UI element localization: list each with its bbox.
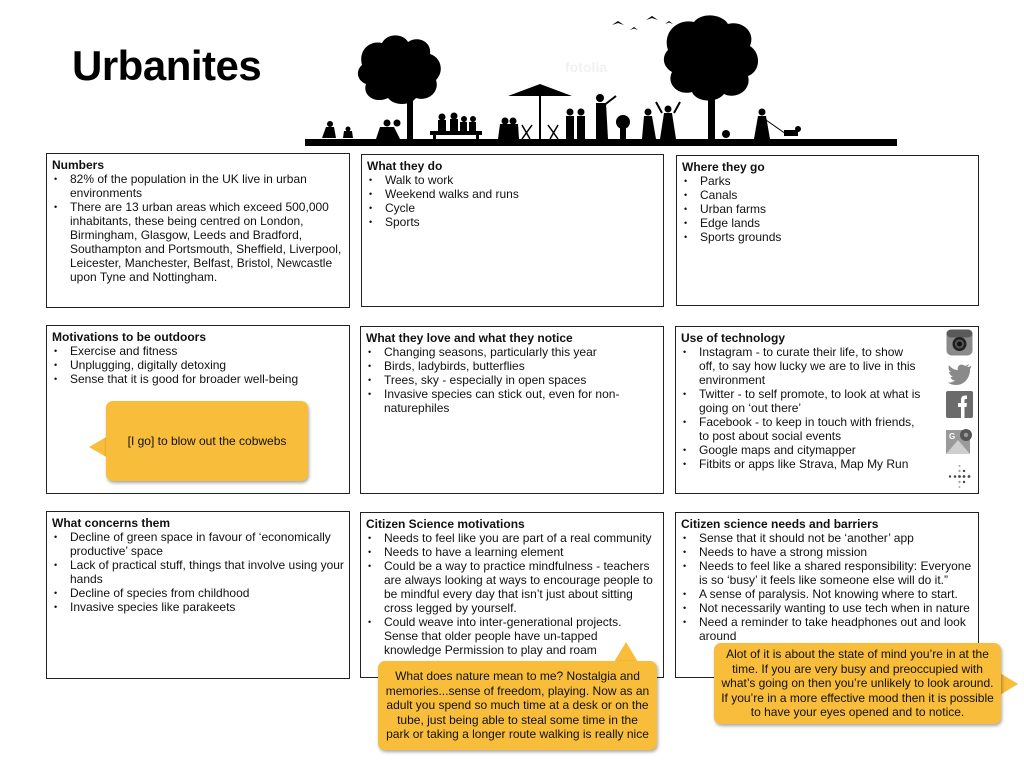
where-they-go-panel: [676, 155, 979, 306]
list-item: • Could weave into inter-generational projects. Sense that older people have un-tapped knowledge Permission to play and roam: [366, 615, 658, 657]
ground-line: [305, 139, 897, 146]
list-item: • Sports: [367, 215, 658, 229]
facebook-icon: [946, 391, 973, 418]
what-they-do-panel: [361, 154, 664, 307]
list-item: • Sense that it is good for broader well-being: [52, 372, 344, 386]
instagram-icon: [946, 329, 973, 356]
cobwebs-quote: [106, 401, 308, 481]
list-item: • Cycle: [367, 201, 658, 215]
list-item: • Parks: [682, 174, 973, 188]
list-item: • Canals: [682, 188, 973, 202]
list-item: • Need a reminder to take headphones out and look around: [681, 615, 973, 643]
list-item: • Instagram - to curate their life, to show off, to say how lucky we are to live in this environment: [681, 345, 921, 387]
what-they-do-heading: What they do: [367, 159, 443, 173]
list-item: • Lack of practical stuff, things that involve using your hands: [52, 558, 344, 586]
list-item: • Twitter - to self promote, to look at what is going on ‘out there’: [681, 387, 921, 415]
list-item: • 82% of the population in the UK live in urban environments: [52, 172, 344, 200]
list-item: • Walk to work: [367, 173, 658, 187]
cs-needs-heading: Citizen science needs and barriers: [681, 517, 879, 531]
list-item: • Decline of green space in favour of ‘economically productive’ space: [52, 530, 344, 558]
list-item: • Sense that it should not be ‘another’ app: [681, 531, 973, 545]
nature-quote-text: What does nature mean to me? Nostalgia and memories...sense of freedom, playing. Now as an adult you spend so much time at a desk or on the tube, just being able to steal some time in the park or taking a longer route walking is really nice: [385, 669, 650, 742]
svg-text:G: G: [949, 432, 956, 441]
list-item: • Sports grounds: [682, 230, 973, 244]
state-of-mind-quote-tail: [1000, 673, 1018, 695]
love-notice-panel: [360, 326, 664, 494]
list-item: • Needs to feel like you are part of a real community: [366, 531, 658, 545]
list-item: • Unplugging, digitally detoxing: [52, 358, 344, 372]
list-item: • Decline of species from childhood: [52, 586, 344, 600]
state-of-mind-quote: [714, 643, 1001, 724]
list-item: • Changing seasons, particularly this year: [366, 345, 658, 359]
list-item: • Edge lands: [682, 216, 973, 230]
love-notice-heading: What they love and what they notice: [366, 331, 573, 345]
fitbit-icon: [946, 463, 973, 490]
list-item: • Weekend walks and runs: [367, 187, 658, 201]
list-item: • Not necessarily wanting to use tech when in nature: [681, 601, 973, 615]
nature-quote: [378, 661, 657, 750]
technology-panel: [675, 326, 979, 494]
list-item: • A sense of paralysis. Not knowing where to start.: [681, 587, 973, 601]
list-item: • Invasive species can stick out, even for non-naturephiles: [366, 387, 658, 415]
list-item: • Trees, sky - especially in open spaces: [366, 373, 658, 387]
state-of-mind-quote-text: Alot of it is about the state of mind you’re in at the time. If you are very busy and preoccupied with what’s going on then you’re unlikely to look around. If you’re in a more effective mood then it is possible to have your eyes opened and to notice.: [721, 647, 994, 720]
page-title: Urbanites: [72, 42, 262, 89]
list-item: • There are 13 urban areas which exceed 500,000 inhabitants, these being centred on London, Birmingham, Glasgow, Leeds and Bradford, Southampton and Portsmouth, Sheffield, Liverpool, Leicester, Manchester, Belfast, Bristol, Newcastle upon Tyne and Nottingham.: [52, 200, 344, 284]
concerns-heading: What concerns them: [52, 516, 171, 530]
list-item: • Facebook - to keep in touch with friends, to post about social events: [681, 415, 921, 443]
list-item: • Could be a way to practice mindfulness - teachers are always looking at ways to encourage people to be mindful every day that isn’t just about sitting cross legged by yourself.: [366, 559, 658, 615]
tree-right-icon: [664, 15, 758, 140]
list-item: • Needs to feel like a shared responsibility: Everyone is so ‘busy’ it feels like someone else will do it.”: [681, 559, 973, 587]
list-item: • Invasive species like parakeets: [52, 600, 344, 614]
list-item: • Needs to have a strong mission: [681, 545, 973, 559]
list-item: • Google maps and citymapper: [681, 443, 921, 457]
concerns-panel: [46, 511, 350, 679]
list-item: • Urban farms: [682, 202, 973, 216]
list-item: • Birds, ladybirds, butterflies: [366, 359, 658, 373]
list-item: • Needs to have a learning element: [366, 545, 658, 559]
watermark-text: fotolia: [565, 59, 607, 75]
numbers-panel: [46, 153, 350, 308]
list-item: • Fitbits or apps like Strava, Map My Run: [681, 457, 921, 471]
park-silhouette-banner: [300, 10, 910, 150]
where-they-go-heading: Where they go: [682, 160, 765, 174]
cobwebs-quote-text: [I go] to blow out the cobwebs: [127, 433, 287, 448]
technology-heading: Use of technology: [681, 331, 786, 345]
numbers-heading: Numbers: [52, 158, 105, 172]
google-maps-icon: [946, 428, 973, 455]
cs-motivations-heading: Citizen Science motivations: [366, 517, 525, 531]
nature-quote-tail: [614, 642, 638, 662]
list-item: • Exercise and fitness: [52, 344, 344, 358]
twitter-icon: [946, 360, 973, 387]
motivations-heading: Motivations to be outdoors: [52, 330, 206, 344]
